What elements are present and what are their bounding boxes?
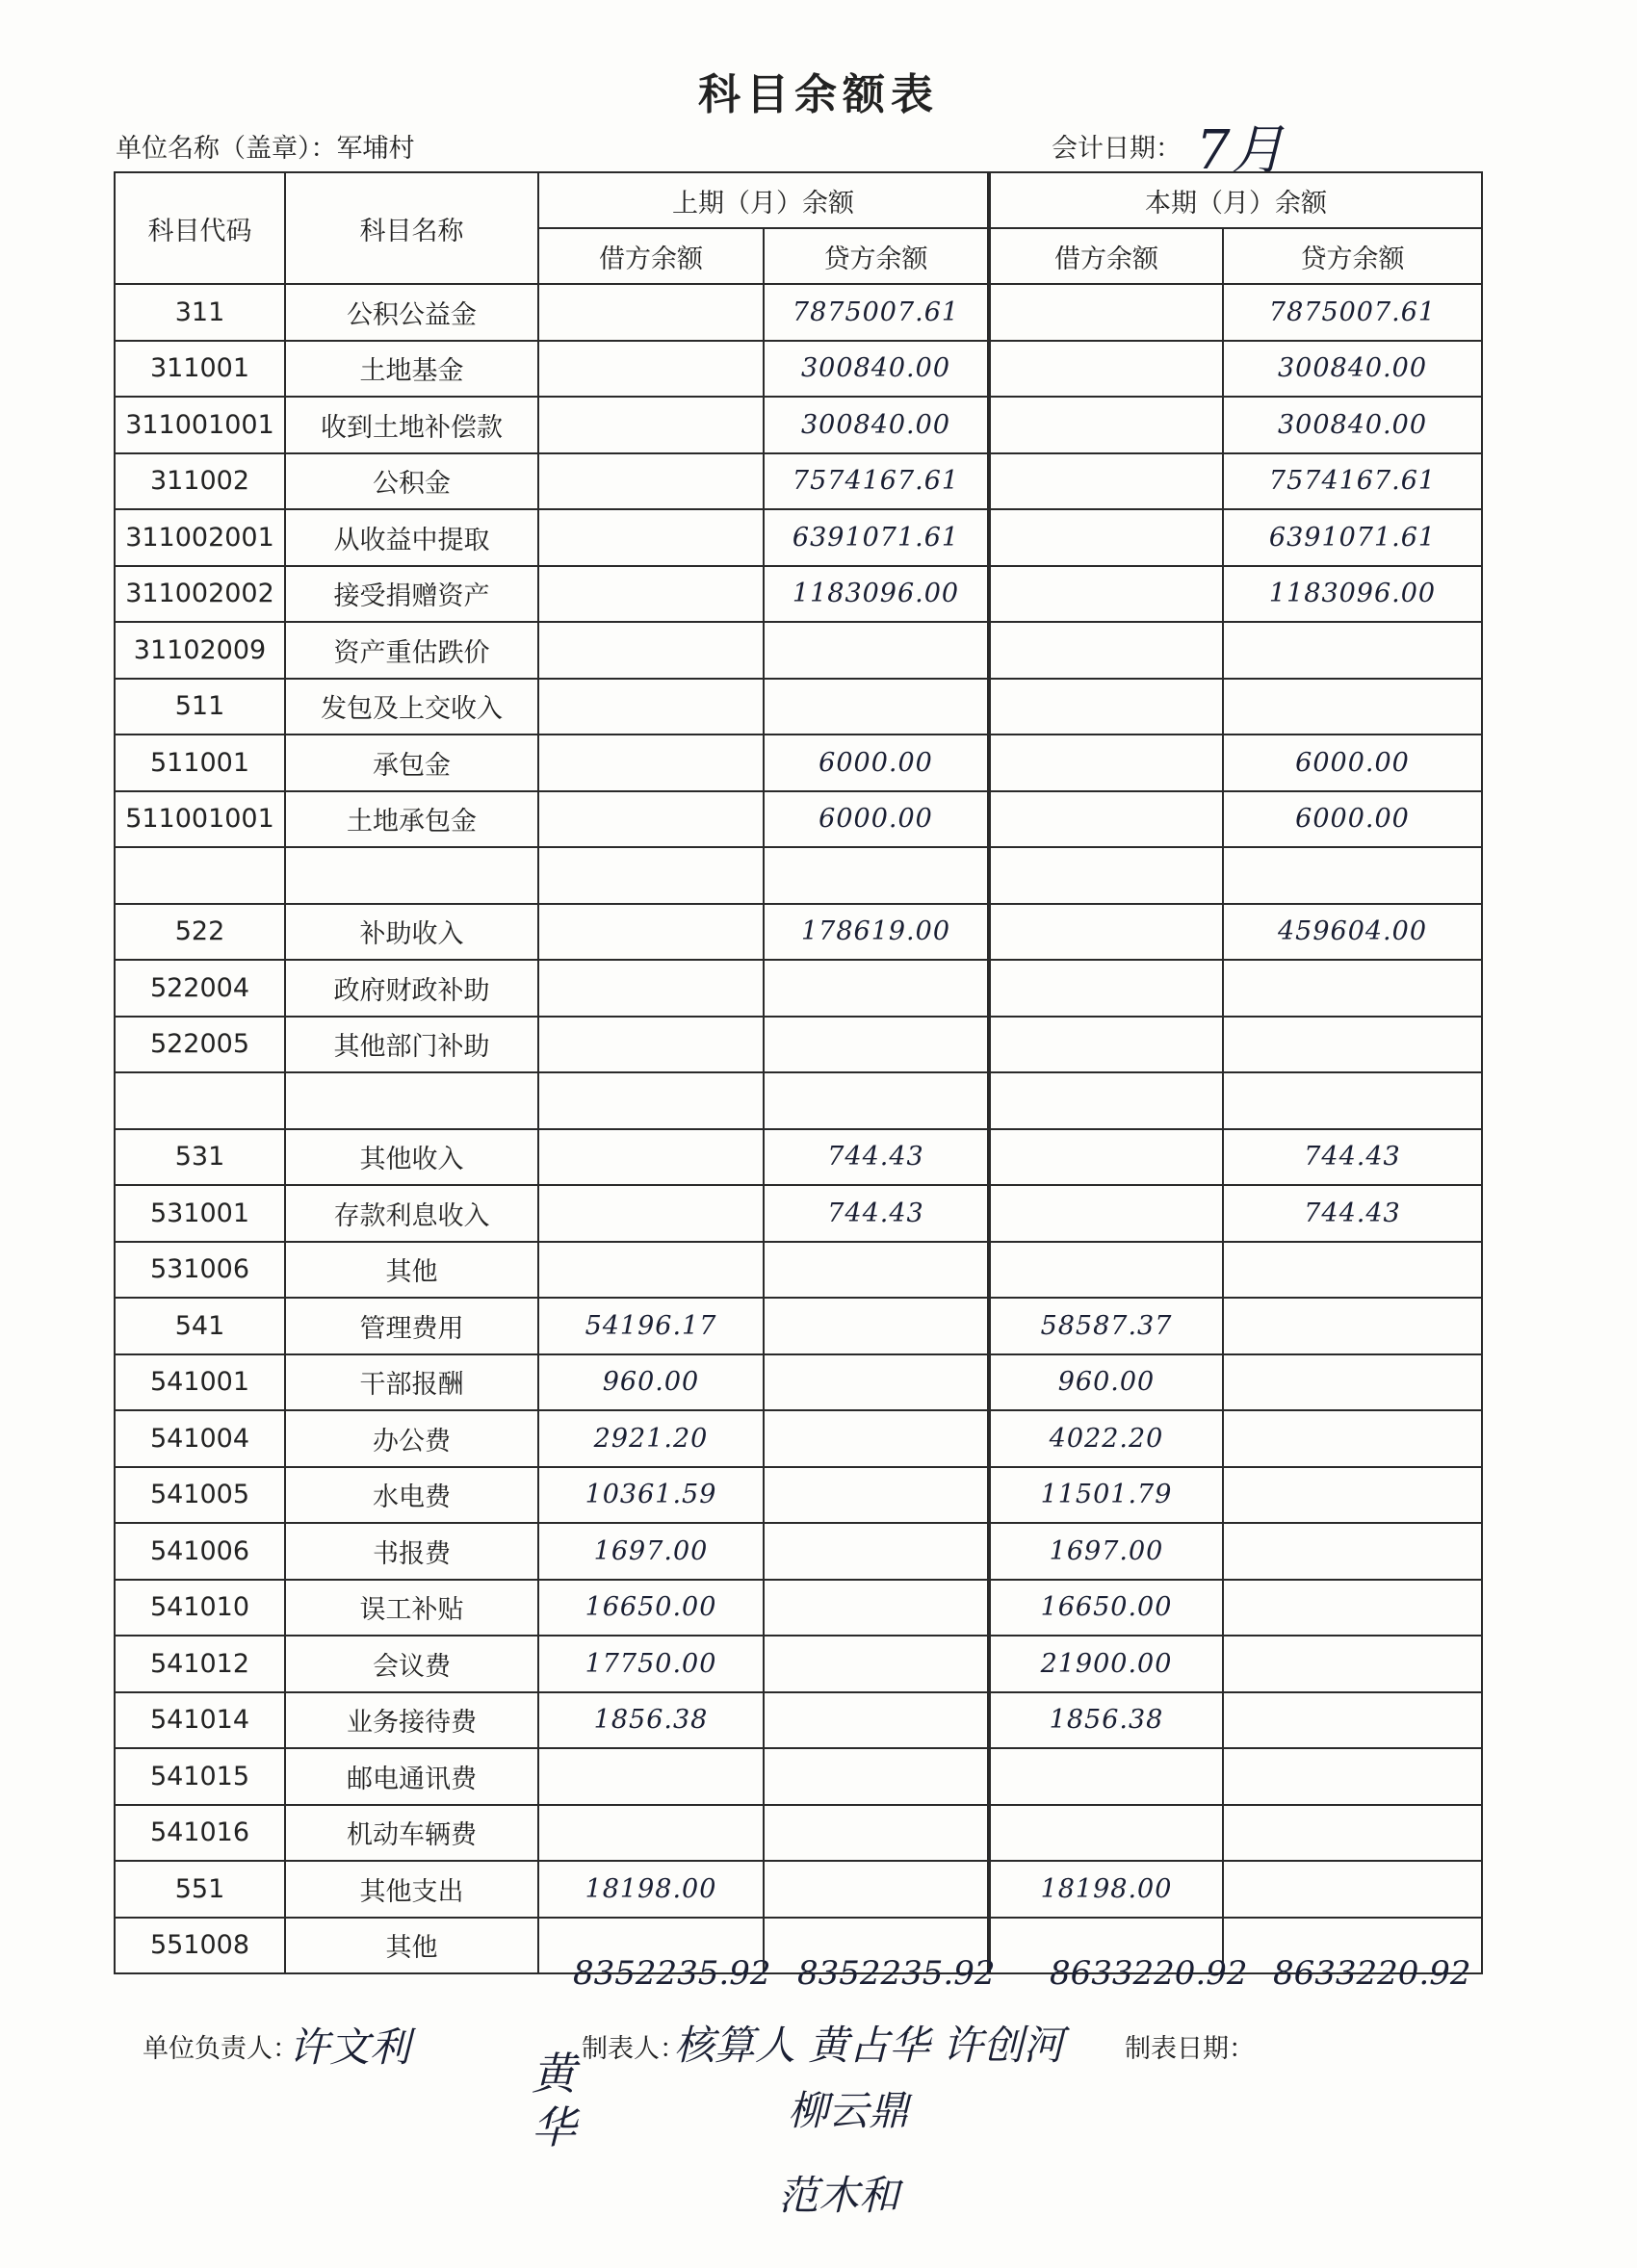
account-name-cell: 存款利息收入	[285, 1185, 538, 1242]
prev-debit-cell: 960.00	[538, 1354, 764, 1411]
curr-credit-cell	[1223, 1861, 1482, 1918]
account-code-cell: 31102009	[115, 622, 285, 679]
curr-debit-cell	[989, 341, 1223, 398]
curr-debit-cell	[989, 1242, 1223, 1299]
prev-debit-cell	[538, 622, 764, 679]
curr-credit-cell: 6000.00	[1223, 791, 1482, 848]
balance-table	[114, 171, 1483, 1974]
table-row	[115, 341, 1482, 398]
approval-signature: 黄华	[532, 2048, 576, 2153]
account-name-cell: 水电费	[285, 1467, 538, 1524]
curr-debit-cell	[989, 1805, 1223, 1862]
curr-debit-cell	[989, 566, 1223, 623]
account-name-cell: 政府财政补助	[285, 960, 538, 1017]
account-code-cell: 511001001	[115, 791, 285, 848]
table-row	[115, 1185, 1482, 1242]
curr-credit-cell: 744.43	[1223, 1129, 1482, 1186]
prev-credit-cell	[764, 1354, 989, 1411]
curr-credit-cell: 1183096.00	[1223, 566, 1482, 623]
prev-credit-cell: 744.43	[764, 1129, 989, 1186]
curr-debit-cell	[989, 960, 1223, 1017]
account-name-cell: 干部报酬	[285, 1354, 538, 1411]
curr-credit-cell	[1223, 622, 1482, 679]
prepared-date-label: 制表日期：	[1125, 2034, 1255, 2064]
prev-credit-cell	[764, 1805, 989, 1862]
total-curr-credit: 8633220.92	[1273, 1954, 1471, 1993]
header-account-code: 科目代码	[115, 172, 285, 284]
prev-debit-cell	[538, 1129, 764, 1186]
curr-credit-cell	[1223, 1580, 1482, 1637]
account-code-cell: 311002	[115, 453, 285, 510]
curr-credit-cell	[1223, 1805, 1482, 1862]
curr-credit-cell: 300840.00	[1223, 397, 1482, 453]
table-row	[115, 1354, 1482, 1411]
prev-credit-cell	[764, 1861, 989, 1918]
table-row	[115, 453, 1482, 510]
curr-debit-cell: 1697.00	[989, 1523, 1223, 1580]
prev-credit-cell	[764, 1467, 989, 1524]
header-prev-period: 上期（月）余额	[538, 172, 989, 228]
account-name-cell: 公积公益金	[285, 284, 538, 341]
account-name-cell: 邮电通讯费	[285, 1748, 538, 1805]
prev-credit-cell: 178619.00	[764, 904, 989, 961]
account-code-cell: 541004	[115, 1410, 285, 1467]
account-code-cell: 531006	[115, 1242, 285, 1299]
account-name-cell: 管理费用	[285, 1298, 538, 1354]
account-code-cell: 541	[115, 1298, 285, 1354]
prev-debit-cell: 2921.20	[538, 1410, 764, 1467]
prev-credit-cell: 6000.00	[764, 791, 989, 848]
prev-debit-cell: 1697.00	[538, 1523, 764, 1580]
account-name-cell: 土地基金	[285, 341, 538, 398]
prev-credit-cell	[764, 1410, 989, 1467]
curr-credit-cell	[1223, 1523, 1482, 1580]
account-name-cell: 资产重估跌价	[285, 622, 538, 679]
curr-debit-cell: 18198.00	[989, 1861, 1223, 1918]
prev-debit-cell	[538, 847, 764, 904]
prev-credit-cell	[764, 679, 989, 735]
curr-debit-cell	[989, 735, 1223, 791]
prev-credit-cell	[764, 1748, 989, 1805]
prev-credit-cell	[764, 1072, 989, 1129]
curr-credit-cell: 7875007.61	[1223, 284, 1482, 341]
account-code-cell: 541015	[115, 1748, 285, 1805]
curr-credit-cell	[1223, 1467, 1482, 1524]
account-name-cell: 其他	[285, 1918, 538, 1974]
account-name-cell: 业务接待费	[285, 1692, 538, 1749]
prev-credit-cell: 300840.00	[764, 341, 989, 398]
account-code-cell: 311	[115, 284, 285, 341]
table-row	[115, 1410, 1482, 1467]
preparer-signatures: 核算人 黄占华 许创河	[674, 2022, 1064, 2069]
prev-debit-cell	[538, 397, 764, 453]
table-row	[115, 1298, 1482, 1354]
table-row	[115, 566, 1482, 623]
curr-debit-cell	[989, 1129, 1223, 1186]
prev-credit-cell	[764, 1692, 989, 1749]
prev-credit-cell: 744.43	[764, 1185, 989, 1242]
account-code-cell: 511001	[115, 735, 285, 791]
curr-debit-cell	[989, 847, 1223, 904]
prev-credit-cell	[764, 1242, 989, 1299]
curr-credit-cell	[1223, 1410, 1482, 1467]
table-row	[115, 1861, 1482, 1918]
account-name-cell	[285, 847, 538, 904]
prev-credit-cell: 7574167.61	[764, 453, 989, 510]
account-code-cell: 311001001	[115, 397, 285, 453]
prev-debit-cell: 10361.59	[538, 1467, 764, 1524]
account-code-cell: 531001	[115, 1185, 285, 1242]
curr-debit-cell: 21900.00	[989, 1636, 1223, 1692]
table-row	[115, 509, 1482, 566]
prev-credit-cell	[764, 1580, 989, 1637]
prev-debit-cell	[538, 1242, 764, 1299]
prev-debit-cell	[538, 509, 764, 566]
account-code-cell: 541005	[115, 1467, 285, 1524]
account-code-cell: 541010	[115, 1580, 285, 1637]
account-code-cell: 311002002	[115, 566, 285, 623]
header-account-name: 科目名称	[285, 172, 538, 284]
account-name-cell: 办公费	[285, 1410, 538, 1467]
unit-name-label: 单位名称（盖章）：军埔村	[116, 134, 415, 164]
curr-credit-cell: 459604.00	[1223, 904, 1482, 961]
account-code-cell: 522004	[115, 960, 285, 1017]
prev-credit-cell	[764, 847, 989, 904]
table-row	[115, 1636, 1482, 1692]
table-row	[115, 1748, 1482, 1805]
account-name-cell: 其他	[285, 1242, 538, 1299]
account-code-cell: 541001	[115, 1354, 285, 1411]
prev-debit-cell	[538, 679, 764, 735]
account-name-cell: 接受捐赠资产	[285, 566, 538, 623]
curr-debit-cell	[989, 904, 1223, 961]
table-body	[115, 284, 1482, 1973]
document-title: 科目余额表	[698, 70, 939, 119]
prev-credit-cell	[764, 622, 989, 679]
curr-debit-cell: 4022.20	[989, 1410, 1223, 1467]
prev-debit-cell	[538, 1185, 764, 1242]
curr-debit-cell: 11501.79	[989, 1467, 1223, 1524]
account-name-cell: 会议费	[285, 1636, 538, 1692]
table-row	[115, 1580, 1482, 1637]
account-name-cell: 书报费	[285, 1523, 538, 1580]
account-name-cell: 公积金	[285, 453, 538, 510]
curr-debit-cell: 58587.37	[989, 1298, 1223, 1354]
curr-credit-cell	[1223, 847, 1482, 904]
account-code-cell: 531	[115, 1129, 285, 1186]
curr-credit-cell	[1223, 1692, 1482, 1749]
curr-credit-cell	[1223, 1072, 1482, 1129]
account-code-cell	[115, 1072, 285, 1129]
prev-debit-cell	[538, 904, 764, 961]
account-code-cell: 551008	[115, 1918, 285, 1974]
table-row	[115, 679, 1482, 735]
prev-debit-cell	[538, 1805, 764, 1862]
prev-credit-cell	[764, 1017, 989, 1073]
curr-debit-cell: 16650.00	[989, 1580, 1223, 1637]
prev-credit-cell: 6000.00	[764, 735, 989, 791]
curr-credit-cell: 744.43	[1223, 1185, 1482, 1242]
account-code-cell: 511	[115, 679, 285, 735]
table-row	[115, 735, 1482, 791]
prev-debit-cell: 54196.17	[538, 1298, 764, 1354]
account-name-cell: 收到土地补偿款	[285, 397, 538, 453]
curr-debit-cell	[989, 791, 1223, 848]
account-code-cell: 541014	[115, 1692, 285, 1749]
prev-debit-cell	[538, 1072, 764, 1129]
curr-credit-cell: 300840.00	[1223, 341, 1482, 398]
curr-credit-cell	[1223, 1636, 1482, 1692]
account-code-cell: 541012	[115, 1636, 285, 1692]
prev-debit-cell	[538, 1017, 764, 1073]
table-row	[115, 284, 1482, 341]
account-code-cell: 522	[115, 904, 285, 961]
table-row	[115, 622, 1482, 679]
curr-credit-cell	[1223, 1298, 1482, 1354]
curr-credit-cell: 6391071.61	[1223, 509, 1482, 566]
prev-debit-cell	[538, 566, 764, 623]
header-prev-debit: 借方余额	[538, 228, 764, 284]
prev-debit-cell	[538, 1748, 764, 1805]
accounting-date-label: 会计日期：	[1052, 134, 1182, 164]
prev-debit-cell	[538, 453, 764, 510]
curr-debit-cell	[989, 453, 1223, 510]
curr-debit-cell	[989, 1185, 1223, 1242]
account-code-cell: 541016	[115, 1805, 285, 1862]
prev-credit-cell: 300840.00	[764, 397, 989, 453]
table-row	[115, 960, 1482, 1017]
prev-debit-cell: 16650.00	[538, 1580, 764, 1637]
account-name-cell: 其他收入	[285, 1129, 538, 1186]
account-name-cell: 从收益中提取	[285, 509, 538, 566]
curr-debit-cell	[989, 1072, 1223, 1129]
curr-debit-cell	[989, 679, 1223, 735]
curr-credit-cell	[1223, 960, 1482, 1017]
account-code-cell	[115, 847, 285, 904]
curr-debit-cell	[989, 284, 1223, 341]
prev-debit-cell	[538, 960, 764, 1017]
table-row	[115, 1017, 1482, 1073]
curr-debit-cell: 960.00	[989, 1354, 1223, 1411]
account-name-cell: 误工补贴	[285, 1580, 538, 1637]
header-prev-credit: 贷方余额	[764, 228, 989, 284]
header-curr-debit: 借方余额	[989, 228, 1223, 284]
table-row	[115, 1129, 1482, 1186]
prev-debit-cell	[538, 284, 764, 341]
curr-debit-cell	[989, 622, 1223, 679]
account-name-cell: 土地承包金	[285, 791, 538, 848]
account-name-cell: 其他部门补助	[285, 1017, 538, 1073]
prev-credit-cell: 7875007.61	[764, 284, 989, 341]
accounting-date-value: 7月	[1196, 119, 1285, 182]
table-row	[115, 904, 1482, 961]
table-row	[115, 1692, 1482, 1749]
prev-credit-cell: 1183096.00	[764, 566, 989, 623]
prev-debit-cell: 18198.00	[538, 1861, 764, 1918]
table-row	[115, 1805, 1482, 1862]
curr-debit-cell	[989, 1017, 1223, 1073]
curr-credit-cell: 7574167.61	[1223, 453, 1482, 510]
total-prev-debit: 8352235.92	[573, 1954, 771, 1993]
prev-credit-cell	[764, 1298, 989, 1354]
total-prev-credit: 8352235.92	[797, 1954, 996, 1993]
account-name-cell: 机动车辆费	[285, 1805, 538, 1862]
account-code-cell: 551	[115, 1861, 285, 1918]
curr-credit-cell: 6000.00	[1223, 735, 1482, 791]
account-name-cell: 发包及上交收入	[285, 679, 538, 735]
account-name-cell: 其他支出	[285, 1861, 538, 1918]
curr-credit-cell	[1223, 1748, 1482, 1805]
prev-debit-cell: 17750.00	[538, 1636, 764, 1692]
curr-credit-cell	[1223, 1242, 1482, 1299]
account-code-cell: 541006	[115, 1523, 285, 1580]
curr-credit-cell	[1223, 1354, 1482, 1411]
preparer-label: 制表人：	[582, 2034, 686, 2064]
table-row	[115, 397, 1482, 453]
curr-debit-cell	[989, 397, 1223, 453]
curr-debit-cell	[989, 1748, 1223, 1805]
table-row	[115, 1467, 1482, 1524]
account-name-cell: 补助收入	[285, 904, 538, 961]
prev-debit-cell: 1856.38	[538, 1692, 764, 1749]
prev-credit-cell	[764, 1636, 989, 1692]
prev-credit-cell	[764, 960, 989, 1017]
account-name-cell: 承包金	[285, 735, 538, 791]
account-name-cell	[285, 1072, 538, 1129]
curr-credit-cell	[1223, 1017, 1482, 1073]
table-row	[115, 1072, 1482, 1129]
curr-debit-cell: 1856.38	[989, 1692, 1223, 1749]
table-row	[115, 1242, 1482, 1299]
responsible-signature: 许文利	[289, 2023, 411, 2071]
prev-debit-cell	[538, 791, 764, 848]
table-row	[115, 1523, 1482, 1580]
account-code-cell: 311002001	[115, 509, 285, 566]
curr-debit-cell	[989, 509, 1223, 566]
curr-credit-cell	[1223, 679, 1482, 735]
prev-credit-cell	[764, 1523, 989, 1580]
preparer-signature-2: 柳云鼎	[788, 2087, 910, 2134]
total-curr-debit: 8633220.92	[1050, 1954, 1248, 1993]
prev-debit-cell	[538, 735, 764, 791]
preparer-signature-3: 范木和	[778, 2172, 900, 2219]
account-code-cell: 522005	[115, 1017, 285, 1073]
table-row	[115, 791, 1482, 848]
header-curr-period: 本期（月）余额	[989, 172, 1482, 228]
responsible-label: 单位负责人：	[143, 2034, 299, 2064]
account-code-cell: 311001	[115, 341, 285, 398]
table-row	[115, 847, 1482, 904]
prev-credit-cell: 6391071.61	[764, 509, 989, 566]
header-curr-credit: 贷方余额	[1223, 228, 1482, 284]
prev-debit-cell	[538, 341, 764, 398]
